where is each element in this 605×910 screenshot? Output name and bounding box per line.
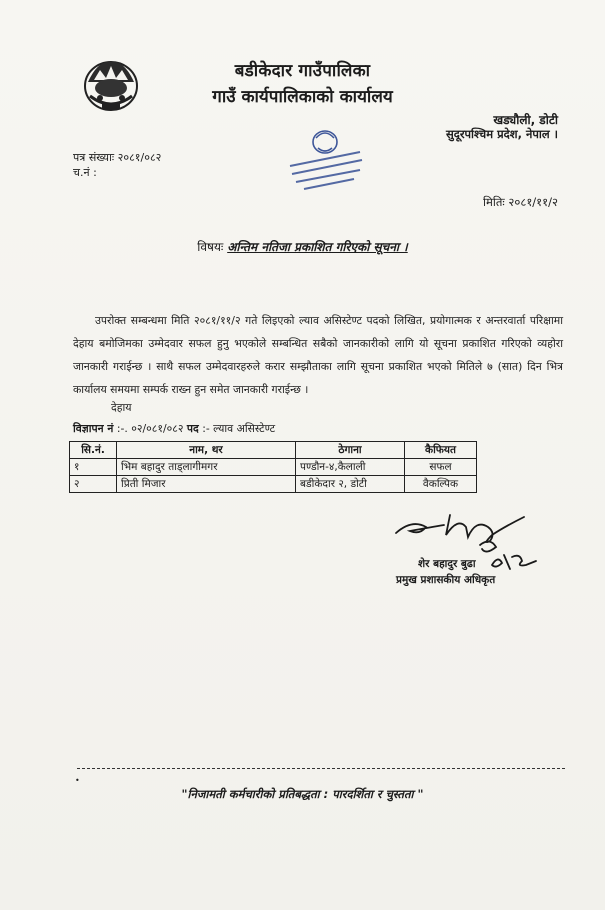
footer-bullet: • xyxy=(75,776,80,785)
letter-number: पत्र संख्याः २०८१/०८२ xyxy=(73,151,162,164)
cell-remarks: वैकल्पिक xyxy=(405,476,477,493)
vacancy-line xyxy=(73,421,275,436)
address-line-2: सुदूरपश्चिम प्रदेश, नेपाल । xyxy=(445,127,558,141)
address-line-1: खड्यौली, डोटी xyxy=(493,113,558,127)
signatory-title: प्रमुख प्रशासकीय अधिकृत xyxy=(396,574,496,586)
dehaya-label: देहाय xyxy=(111,401,132,414)
cell-address: बडीकेदार २, डोटी xyxy=(296,476,405,493)
office-seal-stamp-icon xyxy=(282,122,368,192)
vacancy-label: विज्ञापन नं xyxy=(73,422,114,435)
table-header-row xyxy=(70,442,477,459)
letter-date: मितिः २०८१/११/२ xyxy=(483,195,558,209)
post-label: पद xyxy=(186,422,199,435)
col-header-serial: सि.नं. xyxy=(70,442,117,459)
footer-divider xyxy=(77,768,565,769)
footer-motto: "निजामती कर्मचारीको प्रतिबद्धता : पारदर्शिता र चुस्तता " xyxy=(181,787,424,801)
col-header-name: नाम, थर xyxy=(117,442,296,459)
cell-name: प्रिती मिजार xyxy=(117,476,296,493)
notice-body: उपरोक्त सम्बन्धमा मिति २०८१/११/२ गते लिइएको ल्याव असिस्टेण्ट पदको लिखित, प्रयोगात्मक र अन्तरवार्ता परिक्षामा देहाय बमोजिमका उम्मेदवार सफल हुनु भएकोले सम्बन्धित सबैको जानकारीको लागि यो सूचना प्रकाशित गरिएको व्यहोरा जानकारी गराईन्छ । साथै सफल उम्मेदवारहरुले करार सम्झौताका लागि सूचना प्रकाशित भएको मितिले ७ (सात) दिन भित्र कार्यालय समयमा सम्पर्क राख्न हुन समेत जानकारी गराईन्छ । xyxy=(73,314,563,396)
post-value: :- ल्याव असिस्टेण्ट xyxy=(202,422,276,435)
col-header-remarks: कैफियत xyxy=(405,442,477,459)
subject-line xyxy=(0,238,605,255)
org-name: बडीकेदार गाउँपालिका xyxy=(234,61,371,81)
results-table xyxy=(69,441,477,493)
office-name: गाउँ कार्यपालिकाको कार्यालय xyxy=(212,87,393,107)
cell-serial: १ xyxy=(70,459,117,476)
col-header-address: ठेगाना xyxy=(296,442,405,459)
dispatch-number: च.नं : xyxy=(73,166,97,179)
vacancy-value: :-. ०२/०८१/०८२ xyxy=(116,422,184,435)
cell-name: भिम बहादुर ताड्लागीमगर xyxy=(117,459,296,476)
subject-text: अन्तिम नतिजा प्रकाशित गरिएको सूचना । xyxy=(227,240,408,254)
cell-serial: २ xyxy=(70,476,117,493)
subject-prefix: विषयः xyxy=(197,240,224,254)
table-row xyxy=(70,459,477,476)
cell-remarks: सफल xyxy=(405,459,477,476)
cell-address: पण्डौन-४,कैलाली xyxy=(296,459,405,476)
signatory-name: शेर बहादुर बुढा xyxy=(418,558,476,570)
table-row xyxy=(70,476,477,493)
